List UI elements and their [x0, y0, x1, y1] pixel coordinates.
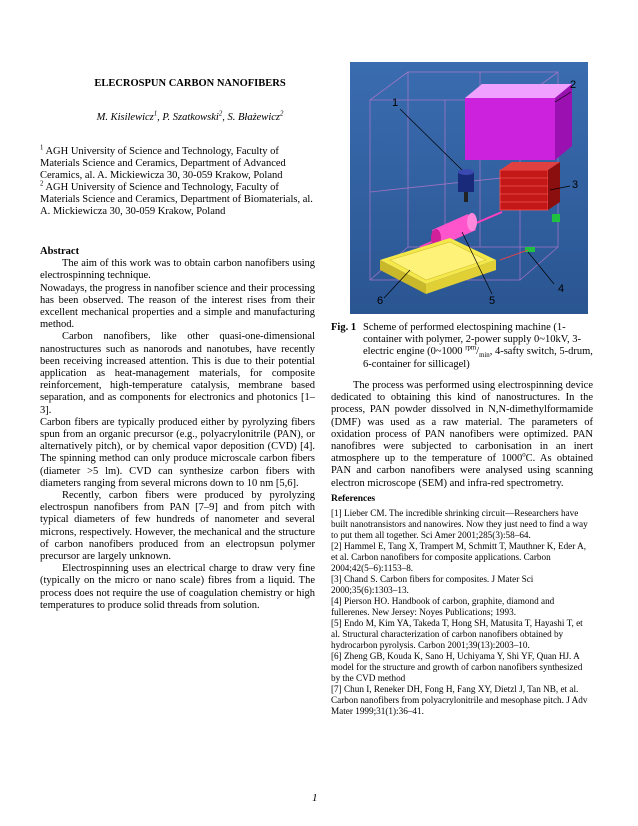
abstract-heading: Abstract: [40, 246, 80, 257]
abstract-paragraph: Nowadays, the progress in nanofiber science and their processing has been observed. The reason of the interest rises from their excellent mechanical properties and a simple and manufacturing method.: [40, 282, 315, 331]
body-section: [331, 380, 593, 490]
figure-label-6: 6: [377, 295, 384, 307]
reference-item: [2] Hammel E, Tang X, Trampert M, Schmitt T, Mauthner K, Eder A, et al. Carbon nanofibers for composite applications. Carbon 2004;42(5–6):1153–8.: [331, 541, 587, 573]
author-list: M. Kisilewicz$^1$, P. Szatkowski$^2$, S. Błażewicz$^2$: [96, 110, 284, 123]
reference-item: [1] Lieber CM. The incredible shrinking circuit—Researchers have built nanotransistors and nanowires. Now they just need to find a way to put them all together. Sci Amer 2001;285(3):58–64.: [331, 508, 588, 540]
abstract-paragraph: Recently, carbon fibers were produced by pyrolyzing electrospun nanofibers from PAN [7–9] and from pitch with typical diameters of few hundreds of nanometer and several microns, respectively. However, the mechanical and the structure of carbon nanofibers produced from an electropsun polymer precursor are largely unknown.: [40, 490, 315, 563]
electrospinning-machine-figure: [350, 62, 588, 314]
machine-schematic: [350, 62, 588, 314]
affiliation-2: $^2$ AGH University of Science and Technology, Faculty of Materials Science and Ceramics, Department of Biomaterials, al. A. Mickiewicza 30, 30-059 Krakow, Poland: [40, 180, 313, 217]
affiliation-1: $^1$ AGH University of Science and Technology, Faculty of Materials Science and Ceramics, Department of Advanced Ceramics, al. A. Mickiewicza 30, 30-059 Krakow, Poland: [40, 144, 286, 181]
author-3: S. Błażewicz: [227, 112, 280, 123]
figure-label-2: 2: [570, 79, 577, 91]
references-section: [331, 494, 593, 717]
reference-item: [3] Chand S. Carbon fibers for composites. J Mater Sci 2000;35(6):1303–13.: [331, 574, 534, 595]
affiliations: [40, 146, 315, 218]
reference-item: [6] Zheng GB, Kouda K, Sano H, Uchiyama Y, Shi YF, Quan HJ. A model for the structure and growth of carbon nanofibers synthesized by the CVD method: [331, 651, 583, 683]
figure-caption-label: Fig. 1: [331, 322, 357, 333]
abstract-paragraph: Carbon fibers are typically produced either by pyrolyzing fibers spun from an organic precursor (e.g., polyacrylonitrile (PAN), or alternatively pitch), or by chemical vapor deposition (CVD) [4]. The spinning method can only produce microscale carbon fibers (diameter >5 lm). CVD can synthesize carbon fibers with diameters ranging from several microns down to 10 nm [5,6].: [40, 416, 315, 489]
abstract-paragraph: Electrospinning uses an electrical charge to draw very fine (typically on the micro or nano scale) fibres from a liquid. The process does not require the use of coagulation chemistry or high temperatures to produce solid threads from solution.: [40, 563, 315, 611]
abstract-paragraph: Carbon nanofibers, like other quasi-one-dimensional nanostructures such as nanorods and nanotubes, have recently been receiving increased attention. This is due to their potential application as heat-management materials, for composite reinforcement, high-temperature catalysis, membrane based separation, and as components for electronics and photonics [1–3].: [40, 331, 315, 416]
references-heading: References: [331, 494, 376, 504]
electric-engine-shape: [500, 162, 560, 210]
figure-label-5: 5: [489, 295, 496, 307]
abstract-section: [40, 246, 315, 612]
page-number: 1: [312, 792, 318, 804]
figure-label-3: 3: [572, 179, 579, 191]
body-paragraph: The process was performed using electrospinning device dedicated to obtaining this kind of nanostructures. In the process, PAN powder dissolved in N,N-dimethylformamide (DMF) was used as a raw material. The parameters of oxidation process of PAN nanofibers were optimized. PAN nanofibres were subjected to carbonisation in an inert atmosphere up to the temperature of 1000$^o$C. As obtained PAN and carbon nanofibers were analysed using scanning electron microscope (SEM) and infra-red spectrometry.: [331, 380, 593, 489]
figure-caption: [331, 322, 593, 371]
reference-item: [7] Chun I, Reneker DH, Fong H, Fang XY, Dietzl J, Tan NB, et al. Carbon nanofibers from polyacrylonitrile and mesophase pitch. J Adv Mater 1999;31(1):36–41.: [331, 684, 588, 716]
figure-label-1: 1: [392, 97, 399, 109]
reference-item: [4] Pierson HO. Handbook of carbon, graphite, diamond and fullerenes. New Jersey: Noyes Publications; 1993.: [331, 596, 555, 617]
reference-item: [5] Endo M, Kim YA, Takeda T, Hong SH, Matusita T, Hayashi T, et al. Structural characterization of carbon nanofibers obtained by hydrocarbon pyrolysis. Carbon 2001;39(13):2003–10.: [331, 618, 583, 650]
paper-title: ELECROSPUN CARBON NANOFIBERS: [94, 78, 286, 89]
power-supply-shape: [465, 84, 572, 160]
figure-caption-text: Scheme of performed electospining machine (1-container with polymer, 2-power supply 0~10kV, 3-electric engine (0~1000 $^{rpm}/_{min}$, 4-safty switch, 5-drum, 6-container for sillicagel): [363, 322, 593, 370]
author-1: M. Kisilewicz: [96, 112, 154, 123]
figure-label-4: 4: [558, 283, 565, 295]
abstract-paragraph: The aim of this work was to obtain carbon nanofibers using electrospinning technique.: [40, 258, 315, 282]
author-2: P. Szatkowski: [162, 112, 219, 123]
